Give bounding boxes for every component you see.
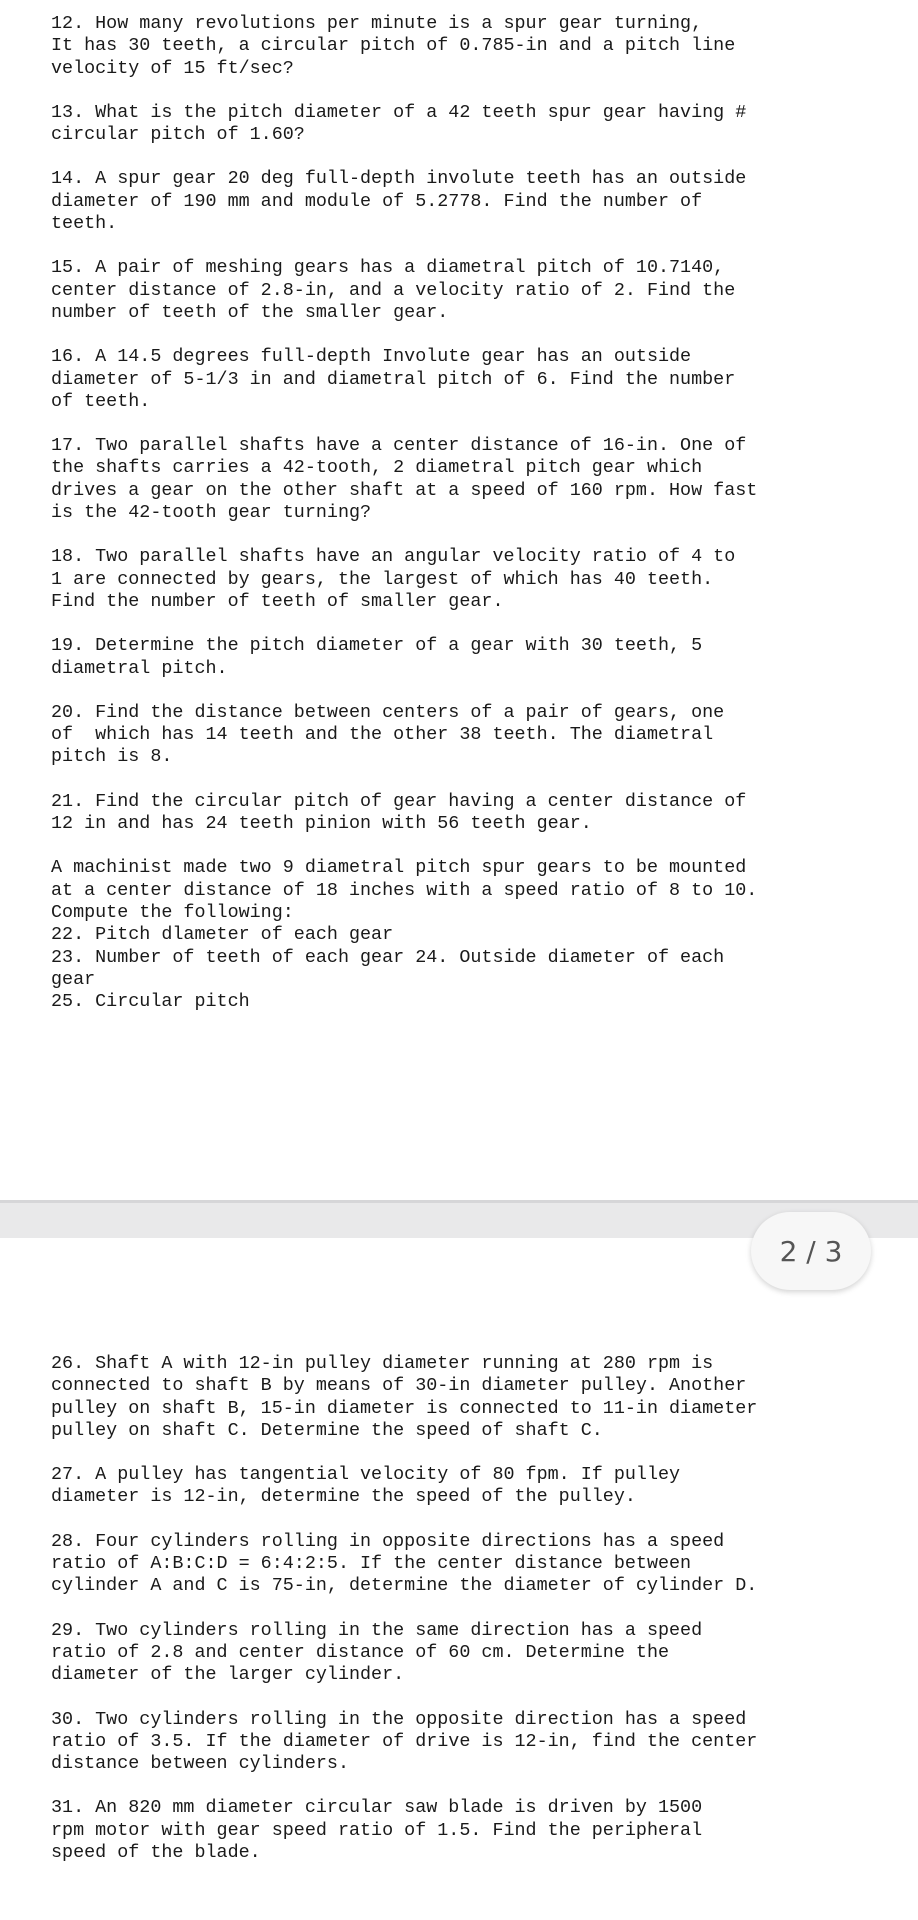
problem-28: 28. Four cylinders rolling in opposite directions has a speed ratio of A:B:C:D = 6:4:2:5. If the center distance between cylinder A and C is 75-in, determine the diameter of cylinder D. xyxy=(51,1530,758,1597)
problem-15: 15. A pair of meshing gears has a diametral pitch of 10.7140, center distance of 2.8-in, and a velocity ratio of 2. Find the number of teeth of the smaller gear. xyxy=(51,257,736,323)
problem-18: 18. Two parallel shafts have an angular velocity ratio of 4 to 1 are connected by gears, the largest of which has 40 teeth. Find the number of teeth of smaller gear. xyxy=(51,546,736,612)
problem-27: 27. A pulley has tangential velocity of 80 fpm. If pulley diameter is 12-in, determine the speed of the pulley. xyxy=(51,1464,681,1508)
problem-list-lower xyxy=(51,1353,911,1886)
problem-12: 12. How many revolutions per minute is a spur gear turning, It has 30 teeth, a circular pitch of 0.785-in and a pitch line velocity of 15 ft/sec? xyxy=(51,13,736,79)
problem-list-upper xyxy=(51,13,911,1035)
page-number-indicator: 2 / 3 xyxy=(751,1212,871,1290)
problem-17: 17. Two parallel shafts have a center distance of 16-in. One of the shafts carries a 42-tooth, 2 diametral pitch gear which drives a gear on the other shaft at a speed of 160 rpm. How fast is the 42-tooth gear turning? xyxy=(51,435,758,524)
problem-21: 21. Find the circular pitch of gear having a center distance of 12 in and has 24 teeth pinion with 56 teeth gear. xyxy=(51,790,747,835)
problem-19: 19. Determine the pitch diameter of a gear with 30 teeth, 5 diametral pitch. xyxy=(51,635,703,679)
problem-22-25: A machinist made two 9 diametral pitch spur gears to be mounted at a center distance of 18 inches with a speed ratio of 8 to 10. Compute the following: 22. Pitch dlameter of each gear 23. Number of teeth of each gear 24. Outside diameter of each gear 25. Circular pitch xyxy=(51,857,758,1013)
problem-14: 14. A spur gear 20 deg full-depth involute teeth has an outside diameter of 190 mm and module of 5.2778. Find the number of teeth. xyxy=(51,168,747,235)
problem-26: 26. Shaft A with 12-in pulley diameter running at 280 rpm is connected to shaft B by means of 30-in diameter pulley. Another pulley on shaft B, 15-in diameter is connected to 11-in diameter pulley on shaft C. Determine the speed of shaft C. xyxy=(51,1353,758,1441)
problem-16: 16. A 14.5 degrees full-depth Involute gear has an outside diameter of 5-1/3 in and diametral pitch of 6. Find the number of teeth. xyxy=(51,346,736,412)
problem-13: 13. What is the pitch diameter of a 42 teeth spur gear having # circular pitch of 1.60? xyxy=(51,101,747,146)
problem-31: 31. An 820 mm diameter circular saw blade is driven by 1500 rpm motor with gear speed ratio of 1.5. Find the peripheral speed of the blade. xyxy=(51,1797,703,1864)
problem-20: 20. Find the distance between centers of a pair of gears, one of which has 14 teeth and the other 38 teeth. The diametral pitch is 8. xyxy=(51,701,725,768)
document-page-lower xyxy=(0,1238,918,1920)
problem-30: 30. Two cylinders rolling in the opposite direction has a speed ratio of 3.5. If the diameter of drive is 12-in, find the center distance between cylinders. xyxy=(51,1708,758,1775)
problem-29: 29. Two cylinders rolling in the same direction has a speed ratio of 2.8 and center distance of 60 cm. Determine the diameter of the larger cylinder. xyxy=(51,1619,703,1686)
